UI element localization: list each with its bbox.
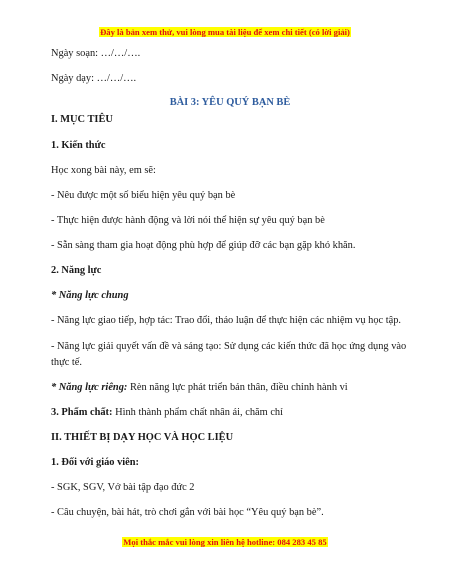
hotline-banner-text: Mọi thắc mắc vui lòng xin liên hệ hotline: 084 283 45 85	[123, 537, 327, 547]
knowledge-heading: 1. Kiến thức	[51, 140, 106, 151]
competence-heading: 2. Năng lực	[51, 265, 102, 276]
quality	[51, 406, 283, 419]
section-heading-equipment: II. THIẾT BỊ DẠY HỌC VÀ HỌC LIỆU	[51, 432, 234, 443]
section-heading-objectives: I. MỤC TIÊU	[51, 114, 113, 125]
specific-competence-text: Rèn năng lực phát triển bản thân, điều chỉnh hành vi	[127, 382, 348, 393]
teacher-heading: 1. Đối với giáo viên:	[51, 457, 140, 468]
teacher-item: - SGK, SGV, Vở bài tập đạo đức 2	[51, 482, 195, 493]
lesson-title: BÀI 3: YÊU QUÝ BẠN BÈ	[169, 97, 291, 108]
knowledge-item: - Sẵn sàng tham gia hoạt động phù hợp để giúp đỡ các bạn gặp khó khăn.	[51, 240, 356, 251]
quality-text: Hình thành phẩm chất nhân ái, chăm chỉ	[112, 407, 284, 418]
knowledge-intro: Học xong bài này, em sẽ:	[51, 165, 156, 176]
specific-competence	[51, 381, 348, 394]
knowledge-item: - Thực hiện được hành động và lời nói thể hiện sự yêu quý bạn bè	[51, 215, 325, 226]
prep-date: Ngày soạn: …/…/….	[51, 48, 141, 59]
teacher-item: - Câu chuyện, bài hát, trò chơi gắn với bài học “Yêu quý bạn bè”.	[51, 507, 324, 518]
general-competence-heading: * Năng lực chung	[51, 290, 129, 301]
teach-date: Ngày dạy: …/…/….	[51, 73, 137, 84]
knowledge-item: - Nêu được một số biểu hiện yêu quý bạn bè	[51, 190, 236, 201]
preview-banner-text: Đây là bản xem thử, vui lòng mua tài liệu để xem chi tiết (có lời giải)	[100, 27, 350, 37]
specific-competence-label: * Năng lực riêng:	[51, 382, 128, 393]
preview-banner	[0, 27, 450, 37]
general-competence-item: - Năng lực giải quyết vấn đề và sáng tạo: Sử dụng các kiến thức đã học ứng dụng vào thực tế.	[51, 341, 407, 368]
hotline-banner	[0, 537, 450, 547]
general-competence-item: - Năng lực giao tiếp, hợp tác: Trao đổi, thảo luận để thực hiện các nhiệm vụ học tập.	[51, 315, 402, 326]
quality-label: 3. Phẩm chất:	[51, 407, 113, 418]
